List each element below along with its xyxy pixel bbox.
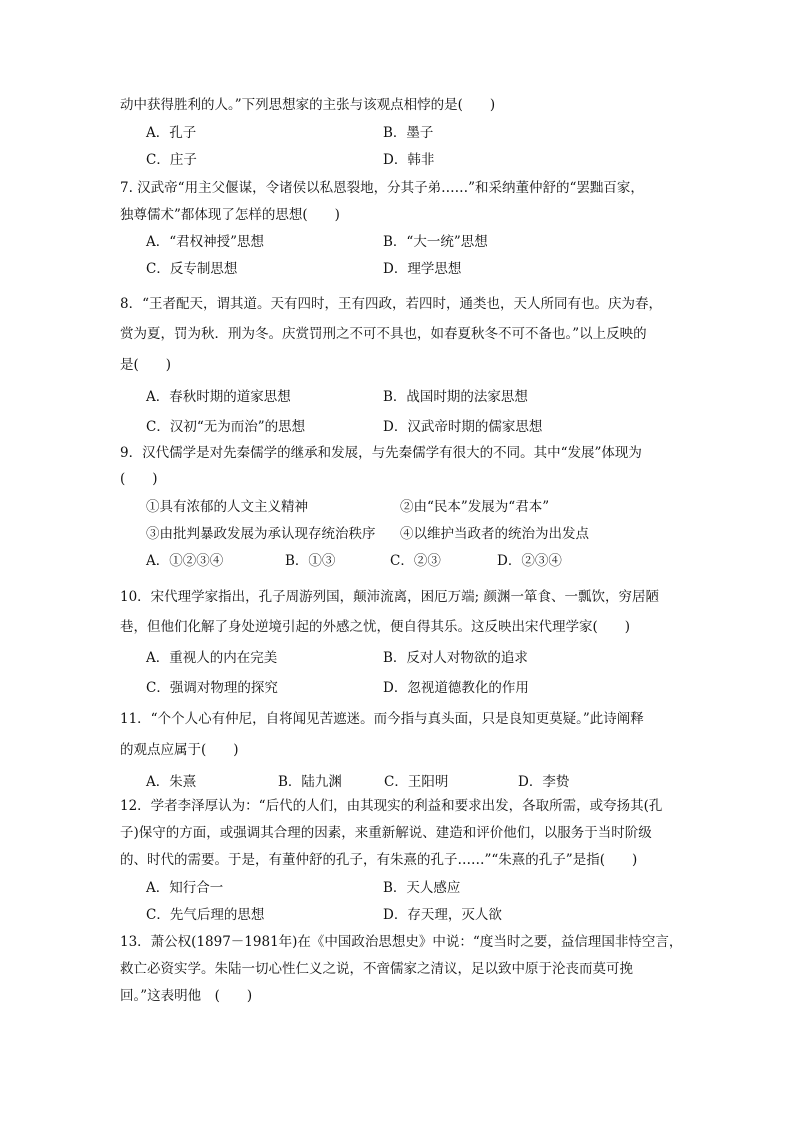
q12-stem-line2: 子)保守的方面，或强调其合理的因素，来重新解说、建造和评价他们，以服务于当时阶级 <box>120 825 652 841</box>
q6-option-c: C．庄子 <box>146 152 197 168</box>
q9-option-d: D．②③④ <box>497 553 562 569</box>
q8-option-a: A．春秋时期的道家思想 <box>146 389 291 405</box>
q9-stem-line2: ( ) <box>120 471 158 487</box>
q13-stem-line1: 13．萧公权(1897－1981年)在《中国政治思想史》中说：“度当时之要，益信理国非恃空言， <box>120 934 683 950</box>
q7-stem-line2: 独尊儒术”都体现了怎样的思想( ) <box>120 207 340 223</box>
q10-option-c: C．强调对物理的探究 <box>146 680 278 696</box>
q7-stem-line1: 7. 汉武帝“用主父偃谋，令诸侯以私恩裂地，分其子弟……”和采纳董仲舒的“罢黜百家， <box>120 180 644 196</box>
q9-option-b: B．①③ <box>285 553 336 569</box>
q11-option-c: C．王阳明 <box>384 774 449 790</box>
q8-stem-line2: 赏为夏，罚为秋．刑为冬。庆赏罚刑之不可不具也，如春夏秋冬不可不备也。”以上反映的 <box>120 326 647 342</box>
q9-option-c: C．②③ <box>390 553 441 569</box>
q9-statement-4: ④以维护当政者的统治为出发点 <box>400 526 589 542</box>
q12-stem-line3: 的、时代的需要。于是，有董仲舒的孔子，有朱熹的孔子……”“朱熹的孔子”是指( ) <box>120 852 638 868</box>
q12-option-d: D．存天理，灭人欲 <box>383 907 502 923</box>
q8-stem-line1: 8．“王者配天，谓其道。天有四时，王有四政，若四时，通类也，天人所同有也。庆为春， <box>120 296 662 312</box>
q12-stem-line1: 12．学者李泽厚认为：“后代的人们，由其现实的利益和要求出发，各取所需，或夸扬其(孔 <box>120 798 663 814</box>
q12-option-a: A．知行合一 <box>146 880 224 896</box>
q9-statement-2: ②由“民本”发展为“君本” <box>400 499 550 515</box>
q6-stem: 动中获得胜利的人。”下列思想家的主张与该观点相悖的是( ) <box>120 97 496 113</box>
q9-statement-1: ①具有浓郁的人文主义精神 <box>146 499 308 515</box>
q11-option-d: D．李贽 <box>518 774 570 790</box>
q8-stem-line3: 是( ) <box>120 357 172 373</box>
q9-stem-line1: 9．汉代儒学是对先秦儒学的继承和发展，与先秦儒学有很大的不同。其中“发展”体现为 <box>120 445 642 461</box>
q13-stem-line3: 回。”这表明他 ( ) <box>120 988 253 1004</box>
q7-option-a: A．“君权神授”思想 <box>146 234 265 250</box>
q6-option-b: B．墨子 <box>383 125 434 141</box>
q8-option-b: B．战国时期的法家思想 <box>383 389 528 405</box>
q11-stem-line1: 11．“个个人心有仲尼，自将闻见苦遮迷。而今指与真头面，只是良知更莫疑。”此诗阐释 <box>120 711 644 727</box>
q11-stem-line2: 的观点应属于( ) <box>120 742 239 758</box>
q8-option-d: D．汉武帝时期的儒家思想 <box>383 419 543 435</box>
q10-stem-line2: 巷，但他们化解了身处逆境引起的外感之忧，便自得其乐。这反映出宋代理学家( ) <box>120 619 631 635</box>
q9-statement-3: ③由批判暴政发展为承认现存统治秩序 <box>146 526 376 542</box>
q12-option-c: C．先气后理的思想 <box>146 907 265 923</box>
q10-option-d: D．忽视道德教化的作用 <box>383 680 529 696</box>
q10-stem-line1: 10．宋代理学家指出，孔子周游列国，颠沛流离，困厄万端; 颜渊一箪食、一瓢饮，穷居陋 <box>120 589 660 605</box>
q10-option-b: B．反对人对物欲的追求 <box>383 650 528 666</box>
q12-option-b: B．天人感应 <box>383 880 461 896</box>
q7-option-d: D．理学思想 <box>383 261 462 277</box>
q10-option-a: A．重视人的内在完美 <box>146 650 278 666</box>
q7-option-b: B．“大一统”思想 <box>383 234 488 250</box>
q7-option-c: C．反专制思想 <box>146 261 238 277</box>
q6-option-d: D．韩非 <box>383 152 435 168</box>
q9-option-a: A．①②③④ <box>146 553 224 569</box>
q11-option-b: B．陆九渊 <box>278 774 342 790</box>
q11-option-a: A．朱熹 <box>146 774 197 790</box>
q13-stem-line2: 救亡必资实学。朱陆一切心性仁义之说，不啻儒家之清议，足以致中原于沦丧而莫可挽 <box>120 961 633 977</box>
q6-option-a: A．孔子 <box>146 125 197 141</box>
q8-option-c: C．汉初“无为而治”的思想 <box>146 419 306 435</box>
